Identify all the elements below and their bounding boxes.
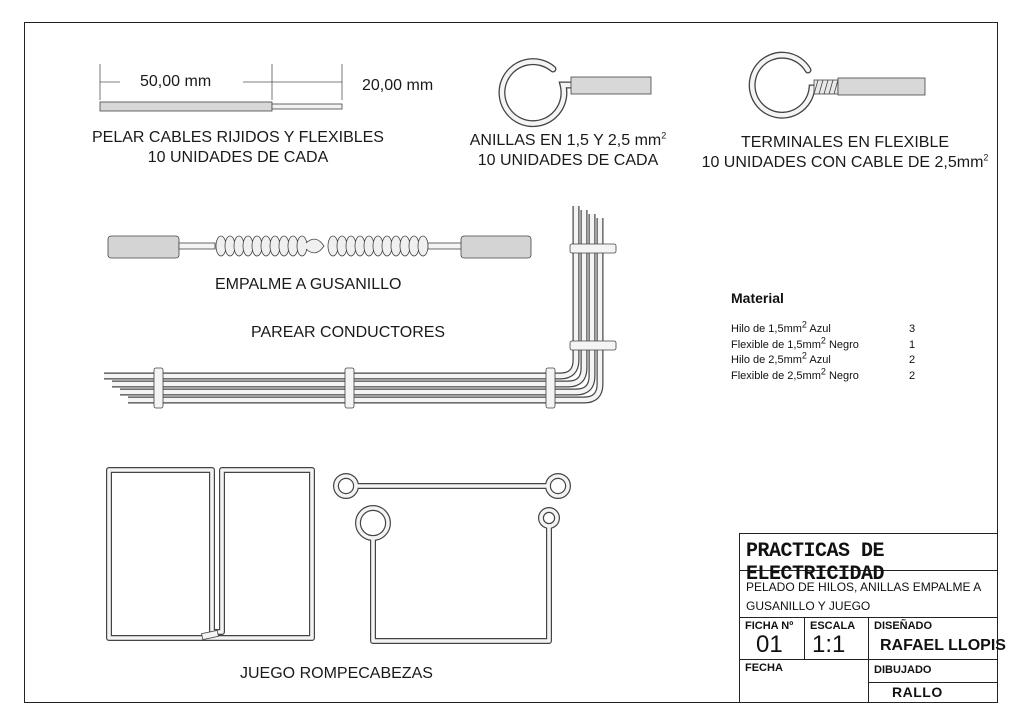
material-item-qty: 2 <box>909 354 916 366</box>
dibujado-value: RALLO <box>892 684 943 700</box>
puzzle-u-piece-drawing <box>336 476 568 641</box>
material-item-name: Hilo de $2,5mm^2$ Azul <box>731 350 831 366</box>
ring-drawing <box>502 62 651 124</box>
titleblock-description <box>746 578 981 616</box>
terminals-caption-sup: 2 <box>983 152 989 163</box>
strip-caption-line2: 10 UNIDADES DE CADA <box>147 149 329 166</box>
terminals-caption-line1: TERMINALES EN FLEXIBLE <box>740 134 950 151</box>
disenado-label: DISEÑADO <box>874 620 933 632</box>
terminals-caption <box>690 133 1000 173</box>
pair-caption: PAREAR CONDUCTORES <box>251 324 446 341</box>
titleblock-title: PRACTICAS DE ELECTRICIDAD <box>746 540 885 586</box>
material-item-name: Flexible de $2,5mm^2$ Negro <box>731 365 859 382</box>
material-item <box>731 365 921 385</box>
splice-drawing <box>108 236 531 258</box>
terminals-caption-text: 10 UNIDADES CON CABLE DE 2,5mm <box>701 154 984 171</box>
terminal-drawing <box>752 55 925 115</box>
material-item-qty: 1 <box>909 338 916 351</box>
rings-caption-text: ANILLAS EN 1,5 Y 2,5 mm <box>469 132 662 149</box>
strip-caption <box>82 128 394 168</box>
puzzle-caption: JUEGO ROMPECABEZAS <box>240 665 433 682</box>
material-item-name: Hilo de $1,5mm^2$ Azul <box>731 319 831 335</box>
escala-value: 1:1 <box>812 631 846 658</box>
material-title: Material <box>731 290 784 306</box>
material-item-qty: 2 <box>909 369 916 382</box>
rings-caption <box>458 131 678 171</box>
ficha-value: 01 <box>756 631 783 658</box>
escala-label: ESCALA <box>810 620 856 632</box>
strip-caption-line1: PELAR CABLES RIJIDOS Y FLEXIBLES <box>92 129 384 146</box>
terminals-caption-line2 <box>690 153 1000 173</box>
material-item-qty: 3 <box>909 323 916 335</box>
material-item-name: Flexible de $1,5mm^2$ Negro <box>731 334 859 351</box>
titleblock-desc-line1: PELADO DE HILOS, ANILLAS EMPALME A <box>746 580 982 594</box>
dimension-20mm: 20,00 mm <box>362 77 434 94</box>
material-item <box>731 319 921 338</box>
rings-caption-sup: 2 <box>661 130 667 141</box>
ficha-label: FICHA Nº <box>745 620 794 632</box>
material-item <box>731 350 921 369</box>
material-item <box>731 334 921 354</box>
rings-caption-line2: 10 UNIDADES DE CADA <box>477 152 659 169</box>
material-list <box>731 319 921 384</box>
dimension-50mm: 50,00 mm <box>140 73 212 90</box>
stripped-cable-drawing <box>100 64 342 111</box>
puzzle-square-drawing <box>109 470 312 640</box>
disenado-value: RAFAEL LLOPIS <box>880 637 1006 654</box>
splice-caption: EMPALME A GUSANILLO <box>215 276 402 293</box>
fecha-label: FECHA <box>745 662 783 674</box>
dibujado-label: DIBUJADO <box>874 664 932 676</box>
rings-caption-line1 <box>458 131 678 151</box>
titleblock-desc-line2: GUSANILLO Y JUEGO <box>746 599 871 613</box>
